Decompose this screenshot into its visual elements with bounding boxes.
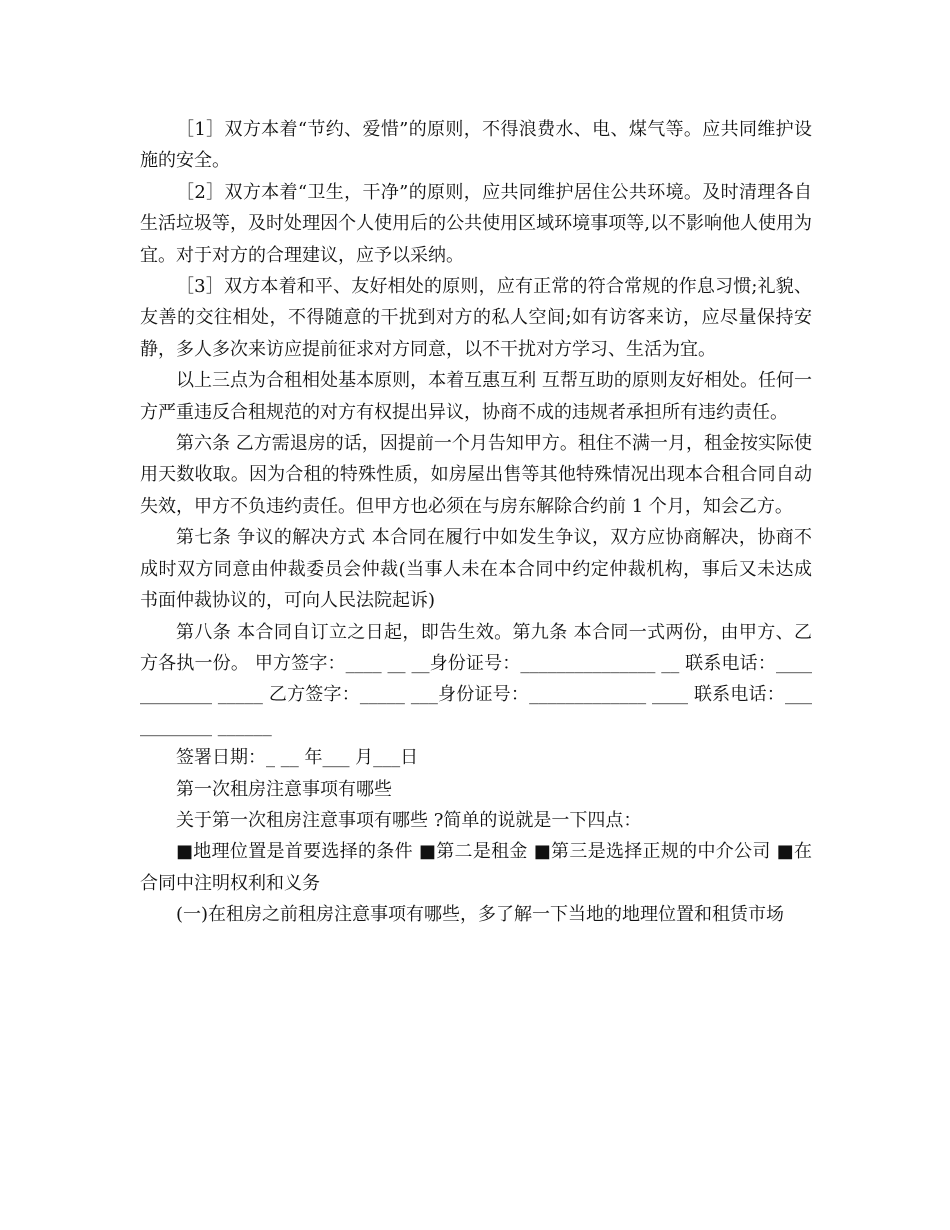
point-1-paragraph: (一)在租房之前租房注意事项有哪些，多了解一下当地的地理位置和租赁市场 xyxy=(176,904,785,926)
clause-1-paragraph: ［1］双方本着“节约、爱惜”的原则，不得浪费水、电、煤气等。应共同维护设施的安全。 xyxy=(140,119,812,172)
document-page xyxy=(140,114,812,931)
clause-2-paragraph: ［2］双方本着“卫生，干净”的原则，应共同维护居住公共环境。及时清理各自生活垃圾等，及时处理因个人使用后的公共使用区域环境事项等,以不影响他人使用为宜。对于对方的合理建议，应予以采纳。 xyxy=(140,181,812,266)
section-heading: 第一次租房注意事项有哪些 xyxy=(176,778,392,800)
key-points-list: ■地理位置是首要选择的条件 ■第二是租金 ■第三是选择正规的中介公司 ■在合同中注明权利和义务 xyxy=(140,841,812,894)
clause-3-paragraph: ［3］双方本着和平、友好相处的原则，应有正常的符合常规的作息习惯;礼貌、友善的交往相处，不得随意的干扰到对方的私人空间;如有访客来访，应尽量保持安静，多人多次来访应提前征求对方同意，以不干扰对方学习、生活为宜。 xyxy=(140,276,812,360)
article-7-paragraph: 第七条 争议的解决方式 本合同在履行中如发生争议，双方应协商解决，协商不成时双方同意由仲裁委员会仲裁(当事人未在本合同中约定仲裁机构，事后又未达成书面仲裁协议的，可向人民法院起诉) xyxy=(140,527,812,612)
signing-date-line: 签署日期：_ __ 年___ 月___日 xyxy=(176,747,419,769)
article-6-paragraph: 第六条 乙方需退房的话，因提前一个月告知甲方。租住不满一月，租金按实际使用天数收取。因为合租的特殊性质，如房屋出售等其他特殊情况出现本合租合同自动失效，甲方不负违约责任。但甲方也必须在与房东解除合约前 1 个月，知会乙方。 xyxy=(140,433,812,517)
intro-paragraph: 关于第一次租房注意事项有哪些 ?简单的说就是一下四点： xyxy=(176,809,642,831)
principles-summary-paragraph: 以上三点为合租相处基本原则，本着互惠互利 互帮互助的原则友好相处。任何一方严重违反合租规范的对方有权提出异议，协商不成的违规者承担所有违约责任。 xyxy=(140,370,812,423)
article-8-9-signature-paragraph: 第八条 本合同自订立之日起，即告生效。第九条 本合同一式两份，由甲方、乙方各执一份。 甲方签字：____ __ __身份证号：_______________ __ 联系电话：____________ _____ 乙方签字：_____ ___身份证号：_____________ ____ 联系电话：___________ ______ xyxy=(140,621,812,737)
